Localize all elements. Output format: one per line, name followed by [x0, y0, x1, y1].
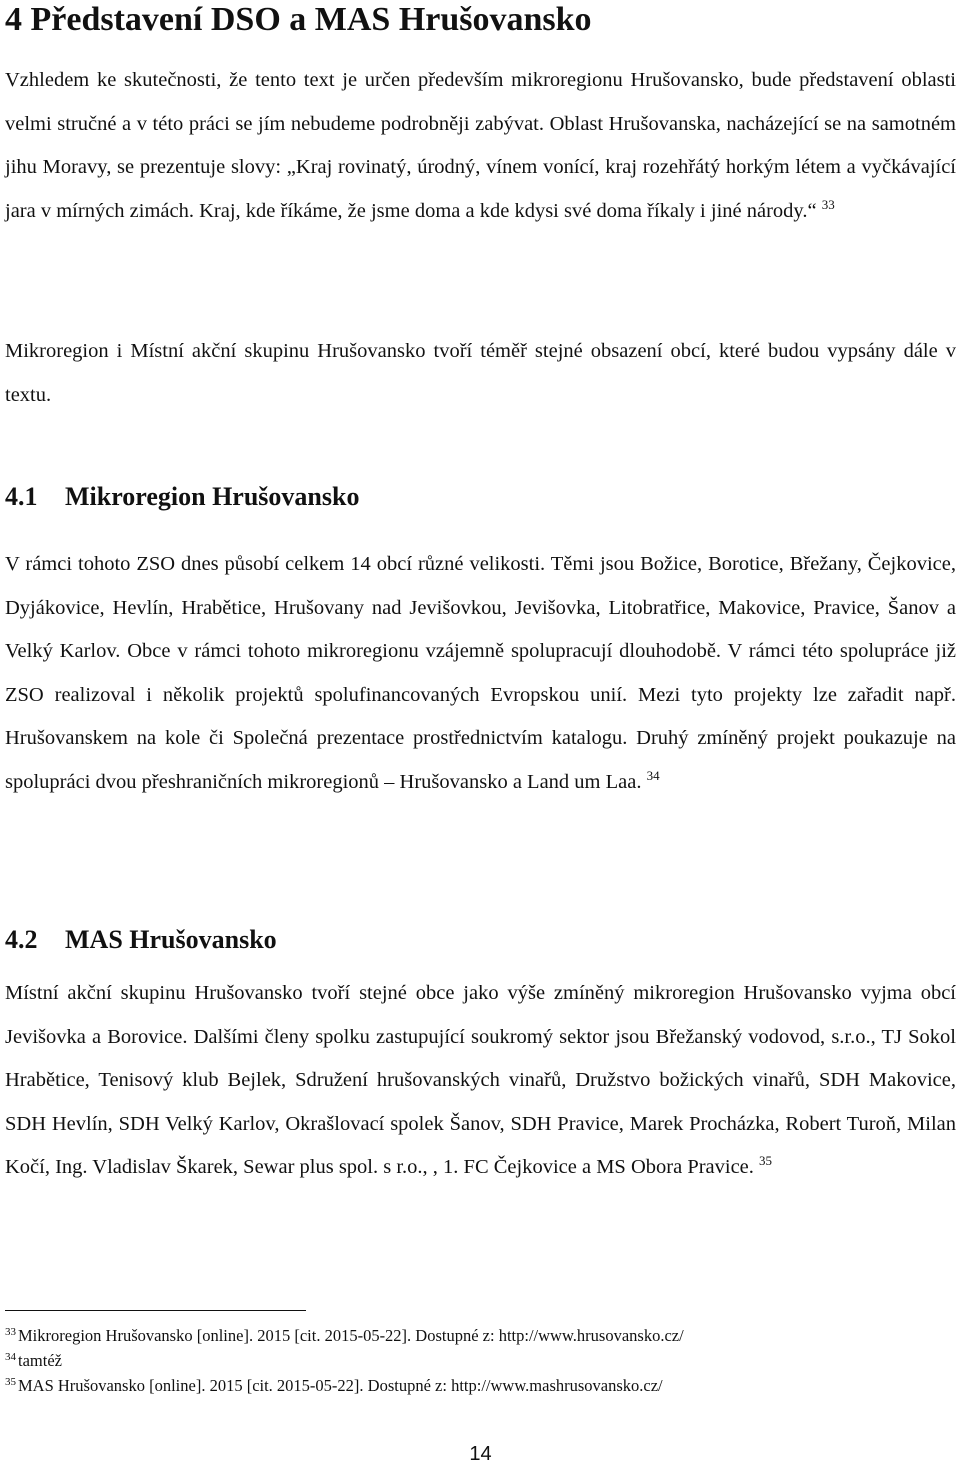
- footnote-number: 33: [5, 1326, 16, 1338]
- footnote-text: Mikroregion Hrušovansko [online]. 2015 [cit. 2015-05-22]. Dostupné z: http://www.hrusovansko.cz/: [18, 1326, 684, 1345]
- page-number: 14: [469, 1443, 492, 1465]
- footnote-text: MAS Hrušovansko [online]. 2015 [cit. 2015-05-22]. Dostupné z: http://www.mashrusovansko.cz/: [18, 1376, 663, 1395]
- section-heading-4-2: [5, 925, 277, 955]
- footnote-number: 35: [5, 1376, 16, 1388]
- chapter-heading: [5, 0, 592, 40]
- footnote-33: [5, 1325, 684, 1347]
- chapter-title: Představení DSO a MAS Hrušovansko: [30, 1, 592, 38]
- section-title: MAS Hrušovansko: [65, 925, 277, 954]
- section-4-2-text: Místní akční skupinu Hrušovansko tvoří stejné obce jako výše zmíněný mikroregion Hrušovansko vyjma obcí Jevišovka a Borovice. Dalšími členy spolku zastupující soukromý sektor jsou Břežanský vodovod, s.r.o., TJ Sokol Hrabětice, Tenisový klub Bejlek, Sdružení hrušovanských vinařů, Družstvo božických vinařů, SDH Makovice, SDH Hevlín, SDH Velký Karlov, Okrašlovací spolek Šanov, SDH Pravice, Marek Procházka, Robert Turoň, Milan Kočí, Ing. Vladislav Škarek, Sewar plus spol. s r.o., , 1. FC Čejkovice a MS Obora Pravice.: [5, 982, 956, 1179]
- section-number: 4.1: [5, 482, 38, 511]
- intro-paragraph-2-text: Mikroregion i Místní akční skupinu Hrušovansko tvoří téměř stejné obsazení obcí, které budou vypsány dále v textu.: [5, 340, 956, 406]
- section-title: Mikroregion Hrušovansko: [65, 482, 360, 511]
- footnote-ref-35: 35: [759, 1153, 773, 1169]
- section-4-1-paragraph: [5, 543, 956, 805]
- intro-paragraph-2: [5, 330, 956, 417]
- chapter-number: 4: [5, 1, 22, 38]
- footnote-text: tamtéž: [18, 1351, 62, 1370]
- section-4-1-text: V rámci tohoto ZSO dnes působí celkem 14 obcí různé velikosti. Těmi jsou Božice, Borotice, Břežany, Čejkovice, Dyjákovice, Hevlín, Hrabětice, Hrušovany nad Jevišovkou, Jevišovka, Litobratřice, Makovice, Pravice, Šanov a Velký Karlov. Obce v rámci tohoto mikroregionu vzájemně spolupracují dlouhodobě. V rámci této spolupráce již ZSO realizoval i několik projektů spolufinancovaných Evropskou unií. Mezi tyto projekty lze zařadit např. Hrušovanskem na kole či Společná prezentace prostřednictvím katalogu. Druhý zmíněný projekt poukazuje na spolupráci dvou přeshraničních mikroregionů – Hrušovansko a Land um Laa.: [5, 553, 956, 793]
- footnote-separator: [5, 1310, 306, 1311]
- section-number: 4.2: [5, 925, 38, 954]
- intro-paragraph-1: [5, 59, 956, 233]
- footnote-number: 34: [5, 1351, 16, 1363]
- footnote-35: [5, 1375, 663, 1397]
- footnote-ref-33: 33: [821, 196, 835, 212]
- section-heading-4-1: [5, 482, 359, 512]
- footnote-34: [5, 1350, 62, 1372]
- intro-paragraph-1-text: Vzhledem ke skutečnosti, že tento text je určen především mikroregionu Hrušovansko, bude představení oblasti velmi stručné a v této práci se jím nebudeme podrobněji zabývat. Oblast Hrušovanska, nacházející se na samotném jihu Moravy, se prezentuje slovy: „Kraj rovinatý, úrodný, vínem vonící, kraj rozehřátý horkým létem a vyčkávající jara v mírných zimách. Kraj, kde říkáme, že jsme doma a kde kdysi své doma říkaly i jiné národy.“: [5, 69, 956, 222]
- section-4-2-paragraph: [5, 972, 956, 1190]
- footnote-ref-34: 34: [646, 768, 660, 784]
